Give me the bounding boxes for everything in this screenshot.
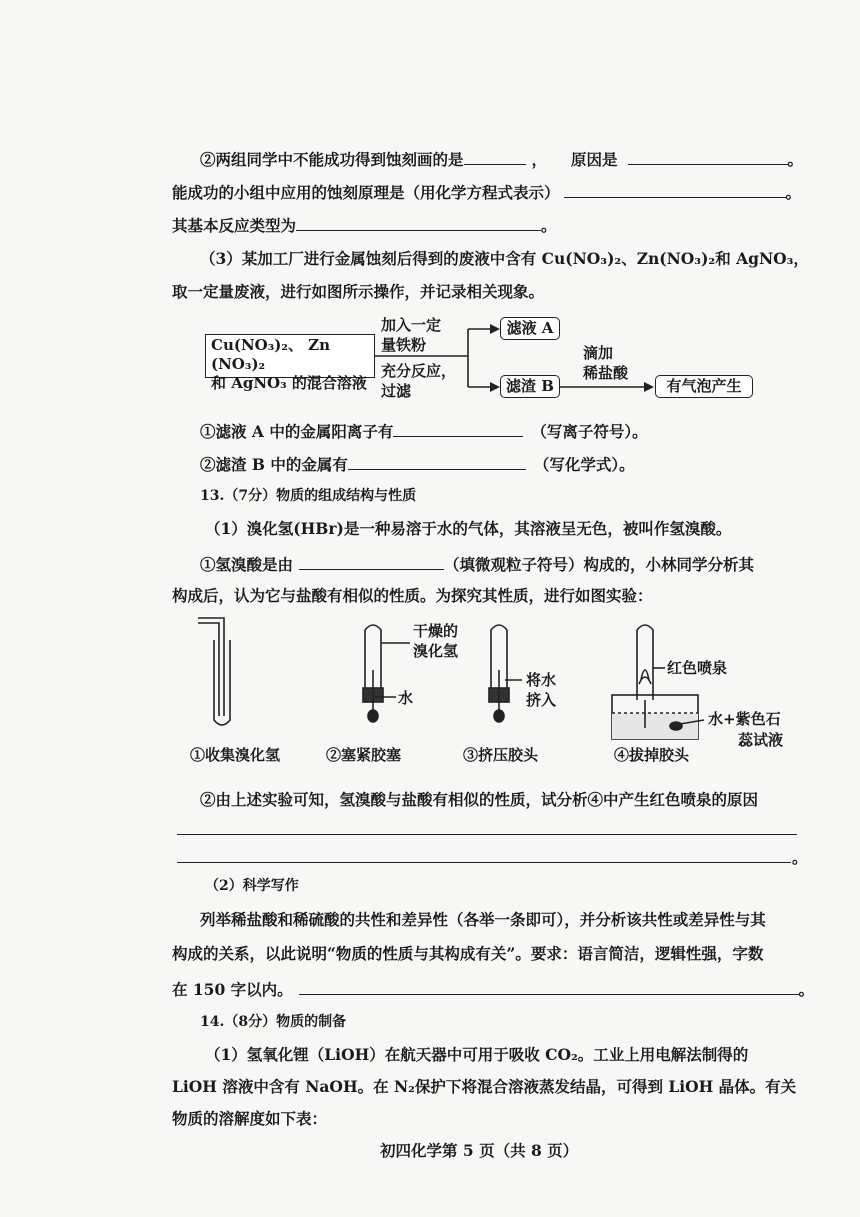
label-squeeze-2: 挤入 <box>526 691 557 709</box>
q13-writing-line-3 <box>172 978 814 1000</box>
filtrate-a-box: 滤液 A <box>500 317 560 340</box>
q14-line-1: （1）氢氧化锂（LiOH）在航天器中可用于吸收 CO₂。工业上用电解法制得的 <box>205 1045 749 1064</box>
fountain-apparatus <box>612 625 704 739</box>
q12-sub-1-text: ①滤液 A 中的金属阳离子有 <box>200 422 394 441</box>
period: 。 <box>787 150 804 169</box>
q12-l2-text: 能成功的小组中应用的蚀刻原理是（用化学方程式表示） <box>172 183 560 202</box>
q13-part1: （1）溴化氢(HBr)是一种易溶于水的气体，其溶液呈无色，被叫作氢溴酸。 <box>205 519 732 538</box>
period: 。 <box>785 183 802 202</box>
caption-remove-bulb: ④拔掉胶头 <box>614 746 690 764</box>
caption-collect: ①收集溴化氢 <box>190 746 281 764</box>
label-water: 水 <box>398 689 414 707</box>
q13-writing-line-1: 列举稀盐酸和稀硫酸的共性和差异性（各举一条即可），并分析该共性或差异性与其 <box>200 910 766 929</box>
caption-stopper: ②塞紧胶塞 <box>326 746 402 764</box>
q13-writing-line-2: 构成的关系，以此说明“物质的性质与其构成有关”。要求：语言简洁，逻辑性强，字数 <box>172 944 764 963</box>
residue-b-box: 滤渣 B <box>500 375 560 398</box>
step-label-1: 加入一定 <box>381 316 442 334</box>
period: 。 <box>798 980 815 999</box>
caption-squeeze: ③挤压胶头 <box>463 746 539 764</box>
q13-part1-q1-cont: 构成后，认为它与盐酸有相似的性质。为探究其性质，进行如图实验： <box>172 586 653 605</box>
q13-part2-title: （2）科学写作 <box>205 878 299 894</box>
q13-writing-line-3-text: 在 150 字以内。 <box>172 980 293 999</box>
label-dry-hbr-1: 干燥的 <box>413 622 459 640</box>
q14-line-3: 物质的溶解度如下表： <box>172 1109 328 1128</box>
label-litmus-1: 水+紫色石 <box>708 710 781 728</box>
answer-line-2[interactable] <box>177 862 791 863</box>
q12-l1-comma: ， <box>531 150 548 169</box>
step-label-2: 量铁粉 <box>381 336 427 354</box>
q14-header: 14.（8分）物质的制备 <box>200 1014 347 1030</box>
q12-l1-text: ②两组同学中不能成功得到蚀刻画的是 <box>200 150 464 169</box>
step-label-3: 充分反应， <box>381 362 457 380</box>
q12-l1-reason: 原因是 <box>571 150 618 169</box>
q12-part3-line-1: （3）某加工厂进行金属蚀刻后得到的废液中含有 Cu(NO₃)₂、Zn(NO₃)₂和 AgNO₃， <box>200 249 809 268</box>
step-label-4: 过滤 <box>381 382 412 400</box>
squeeze-bulb-apparatus <box>489 625 522 722</box>
q14-line-2: LiOH 溶液中含有 NaOH。在 N₂保护下将混合溶液蒸发结晶，可得到 LiOH 晶体。有关 <box>172 1077 797 1096</box>
period: 。 <box>541 216 557 235</box>
label-squeeze-1: 将水 <box>526 671 557 689</box>
label-red-fountain: 红色喷泉 <box>667 659 728 677</box>
label-dry-hbr-2: 溴化氢 <box>413 642 459 660</box>
q13-q1-hint: （填微观粒子符号）构成的，小林同学分析其 <box>444 555 755 574</box>
q12-sub-1-hint: （写离子符号）。 <box>531 422 648 441</box>
page-footer: 初四化学第 5 页（共 8 页） <box>380 1141 579 1160</box>
q13-q1-text: ①氢溴酸是由 <box>200 555 294 574</box>
answer-blank[interactable] <box>299 978 799 995</box>
collecting-tube-apparatus <box>198 618 230 725</box>
acid-label-1: 滴加 <box>583 344 614 362</box>
q12-sub-2-text: ②滤渣 B 中的金属有 <box>200 455 348 474</box>
answer-line-1[interactable] <box>177 834 797 835</box>
mixed-solution-line-1: Cu(NO₃)₂、 Zn (NO₃)₂ <box>211 336 331 373</box>
q13-header: 13.（7分）物质的组成结构与性质 <box>200 488 417 504</box>
label-litmus-2: 蕊试液 <box>738 731 784 749</box>
acid-label-2: 稀盐酸 <box>583 364 629 382</box>
period: 。 <box>792 848 808 867</box>
q12-part3-line-2: 取一定量废液，进行如图所示操作，并记录相关现象。 <box>172 282 545 301</box>
mixed-solution-line-2: 和 AgNO₃ 的混合溶液 <box>211 374 367 392</box>
q13-part1-q2: ②由上述实验可知，氢溴酸与盐酸有相似的性质，试分析④中产生红色喷泉的原因 <box>200 790 759 809</box>
q12-sub-2-hint: （写化学式）。 <box>533 455 635 474</box>
bubbles-result-box: 有气泡产生 <box>655 375 753 398</box>
q12-l3-text: 其基本反应类型为 <box>172 216 297 235</box>
